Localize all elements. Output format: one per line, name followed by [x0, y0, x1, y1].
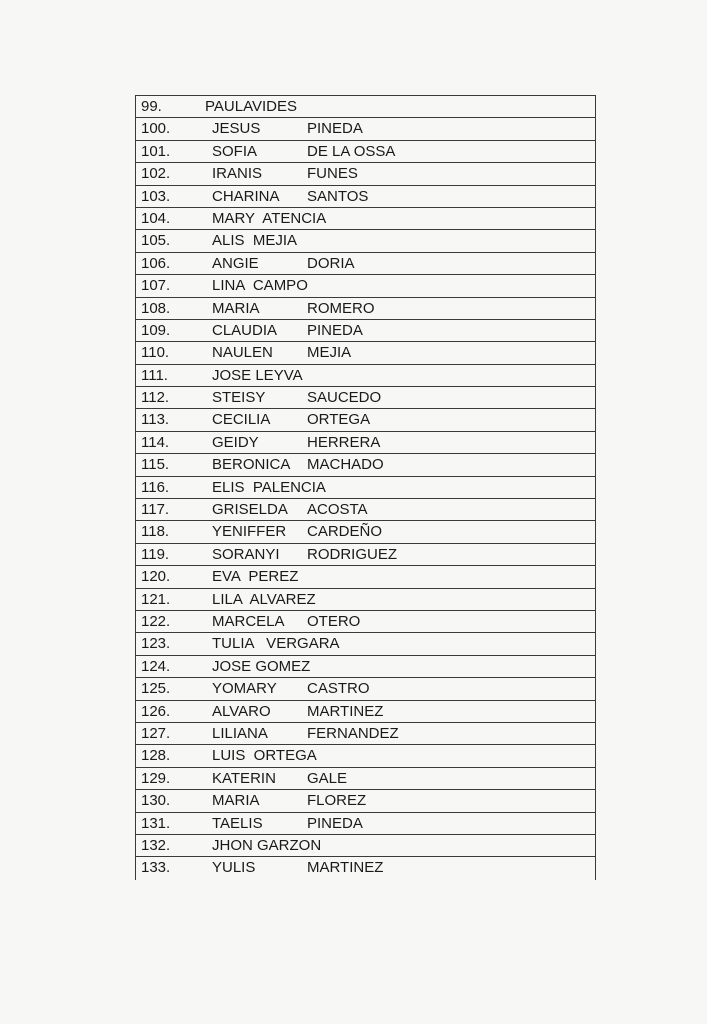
table-row — [135, 253, 596, 275]
row-number: 102. — [141, 165, 171, 183]
row-number: 113. — [141, 411, 170, 429]
table-row — [135, 857, 596, 879]
last-name: FERNANDEZ — [307, 724, 399, 742]
row-number: 133. — [141, 859, 171, 877]
first-name: JESUS — [212, 120, 261, 138]
first-name: YULIS — [212, 859, 256, 877]
row-number: 103. — [141, 187, 171, 205]
table-row — [135, 387, 596, 409]
row-number: 116. — [141, 478, 170, 496]
table-row — [135, 163, 596, 185]
row-number: 111. — [141, 366, 168, 384]
table-row — [135, 633, 596, 655]
row-number: 117. — [141, 501, 170, 519]
row-number: 121. — [141, 590, 171, 608]
table-row — [135, 745, 596, 767]
last-name: FLOREZ — [307, 792, 367, 810]
table-row — [135, 298, 596, 320]
first-name: IRANIS — [212, 165, 263, 183]
first-name: TULIA VERGARA — [212, 635, 340, 653]
first-name: ANGIE — [212, 254, 259, 272]
row-number: 131. — [141, 814, 171, 832]
row-number: 119. — [141, 545, 170, 563]
first-name: MARIA — [212, 792, 260, 810]
table-row — [135, 409, 596, 431]
first-name: STEISY — [212, 389, 266, 407]
table-row — [135, 768, 596, 790]
row-number: 105. — [141, 232, 171, 250]
first-name: TAELIS — [212, 814, 263, 832]
table-row — [135, 611, 596, 633]
table-row — [135, 723, 596, 745]
last-name: MACHADO — [307, 456, 384, 474]
names-table — [135, 95, 596, 880]
row-number: 104. — [141, 209, 171, 227]
table-row — [135, 521, 596, 543]
last-name: PINEDA — [307, 120, 363, 138]
row-number: 110. — [141, 344, 170, 362]
table-row — [135, 320, 596, 342]
table-row — [135, 589, 596, 611]
first-name: JOSE GOMEZ — [212, 657, 311, 675]
table-row — [135, 813, 596, 835]
row-number: 126. — [141, 702, 171, 720]
row-number: 125. — [141, 680, 171, 698]
row-number: 99. — [141, 98, 162, 115]
row-number: 123. — [141, 635, 171, 653]
first-name: LILIANA — [212, 724, 268, 742]
table-row — [135, 566, 596, 588]
first-name: ALIS MEJIA — [212, 232, 298, 250]
last-name: MARTINEZ — [307, 702, 384, 720]
last-name: GALE — [307, 769, 348, 787]
row-number: 109. — [141, 321, 171, 339]
row-number: 112. — [141, 389, 170, 407]
row-number: 101. — [141, 142, 171, 160]
table-row — [135, 186, 596, 208]
last-name: CARDEÑO — [307, 523, 383, 541]
first-name: EVA PEREZ — [212, 568, 299, 586]
table-row — [135, 275, 596, 297]
last-name: PINEDA — [307, 814, 363, 832]
last-name: ROMERO — [307, 299, 375, 317]
first-name: CLAUDIA — [212, 321, 278, 339]
row-number: 132. — [141, 836, 171, 854]
table-row — [135, 499, 596, 521]
first-name: YENIFFER — [212, 523, 287, 541]
first-name: GRISELDA — [212, 501, 288, 519]
first-name: LUIS ORTEGA — [212, 747, 317, 765]
table-row — [135, 701, 596, 723]
row-number: 120. — [141, 568, 171, 586]
last-name: RODRIGUEZ — [307, 545, 397, 563]
table-row — [135, 208, 596, 230]
row-number: 127. — [141, 724, 171, 742]
last-name: DORIA — [307, 254, 355, 272]
first-name: NAULEN — [212, 344, 273, 362]
first-name: MARCELA — [212, 612, 285, 630]
row-number: 124. — [141, 657, 171, 675]
first-name: ELIS PALENCIA — [212, 478, 326, 496]
row-number: 108. — [141, 299, 171, 317]
table-row — [135, 96, 596, 118]
last-name: OTERO — [307, 612, 361, 630]
first-name: MARY ATENCIA — [212, 209, 327, 227]
last-name: ORTEGA — [307, 411, 371, 429]
last-name: PINEDA — [307, 321, 363, 339]
table-row — [135, 790, 596, 812]
table-row — [135, 678, 596, 700]
first-name: SOFIA — [212, 142, 258, 160]
last-name: FUNES — [307, 165, 358, 183]
last-name: MARTINEZ — [307, 859, 384, 877]
last-name: MEJIA — [307, 344, 352, 362]
row-number: 129. — [141, 769, 171, 787]
last-name: SAUCEDO — [307, 389, 382, 407]
first-name: PAULAVIDES — [205, 98, 297, 115]
row-number: 107. — [141, 277, 171, 295]
table-row — [135, 477, 596, 499]
first-name: BERONICA — [212, 456, 291, 474]
last-name: DE LA OSSA — [307, 142, 396, 160]
table-row — [135, 230, 596, 252]
row-number: 118. — [141, 523, 170, 541]
table-row — [135, 118, 596, 140]
first-name: LINA CAMPO — [212, 277, 308, 295]
row-number: 106. — [141, 254, 171, 272]
table-row — [135, 544, 596, 566]
first-name: ALVARO — [212, 702, 271, 720]
last-name: HERRERA — [307, 433, 381, 451]
first-name: CHARINA — [212, 187, 280, 205]
table-row — [135, 141, 596, 163]
last-name: ACOSTA — [307, 501, 368, 519]
row-number: 122. — [141, 612, 171, 630]
last-name: CASTRO — [307, 680, 370, 698]
row-number: 128. — [141, 747, 171, 765]
table-row — [135, 432, 596, 454]
first-name: GEIDY — [212, 433, 259, 451]
row-number: 114. — [141, 433, 170, 451]
first-name: LILA ALVAREZ — [212, 590, 316, 608]
row-number: 100. — [141, 120, 171, 138]
row-number: 130. — [141, 792, 171, 810]
first-name: KATERIN — [212, 769, 276, 787]
table-row — [135, 656, 596, 678]
last-name: SANTOS — [307, 187, 369, 205]
table-row — [135, 365, 596, 387]
first-name: JOSE LEYVA — [212, 366, 303, 384]
table-row — [135, 835, 596, 857]
row-number: 115. — [141, 456, 170, 474]
first-name: YOMARY — [212, 680, 277, 698]
first-name: JHON GARZON — [212, 836, 322, 854]
table-row — [135, 342, 596, 364]
first-name: CECILIA — [212, 411, 271, 429]
table-row — [135, 454, 596, 476]
first-name: MARIA — [212, 299, 260, 317]
first-name: SORANYI — [212, 545, 280, 563]
